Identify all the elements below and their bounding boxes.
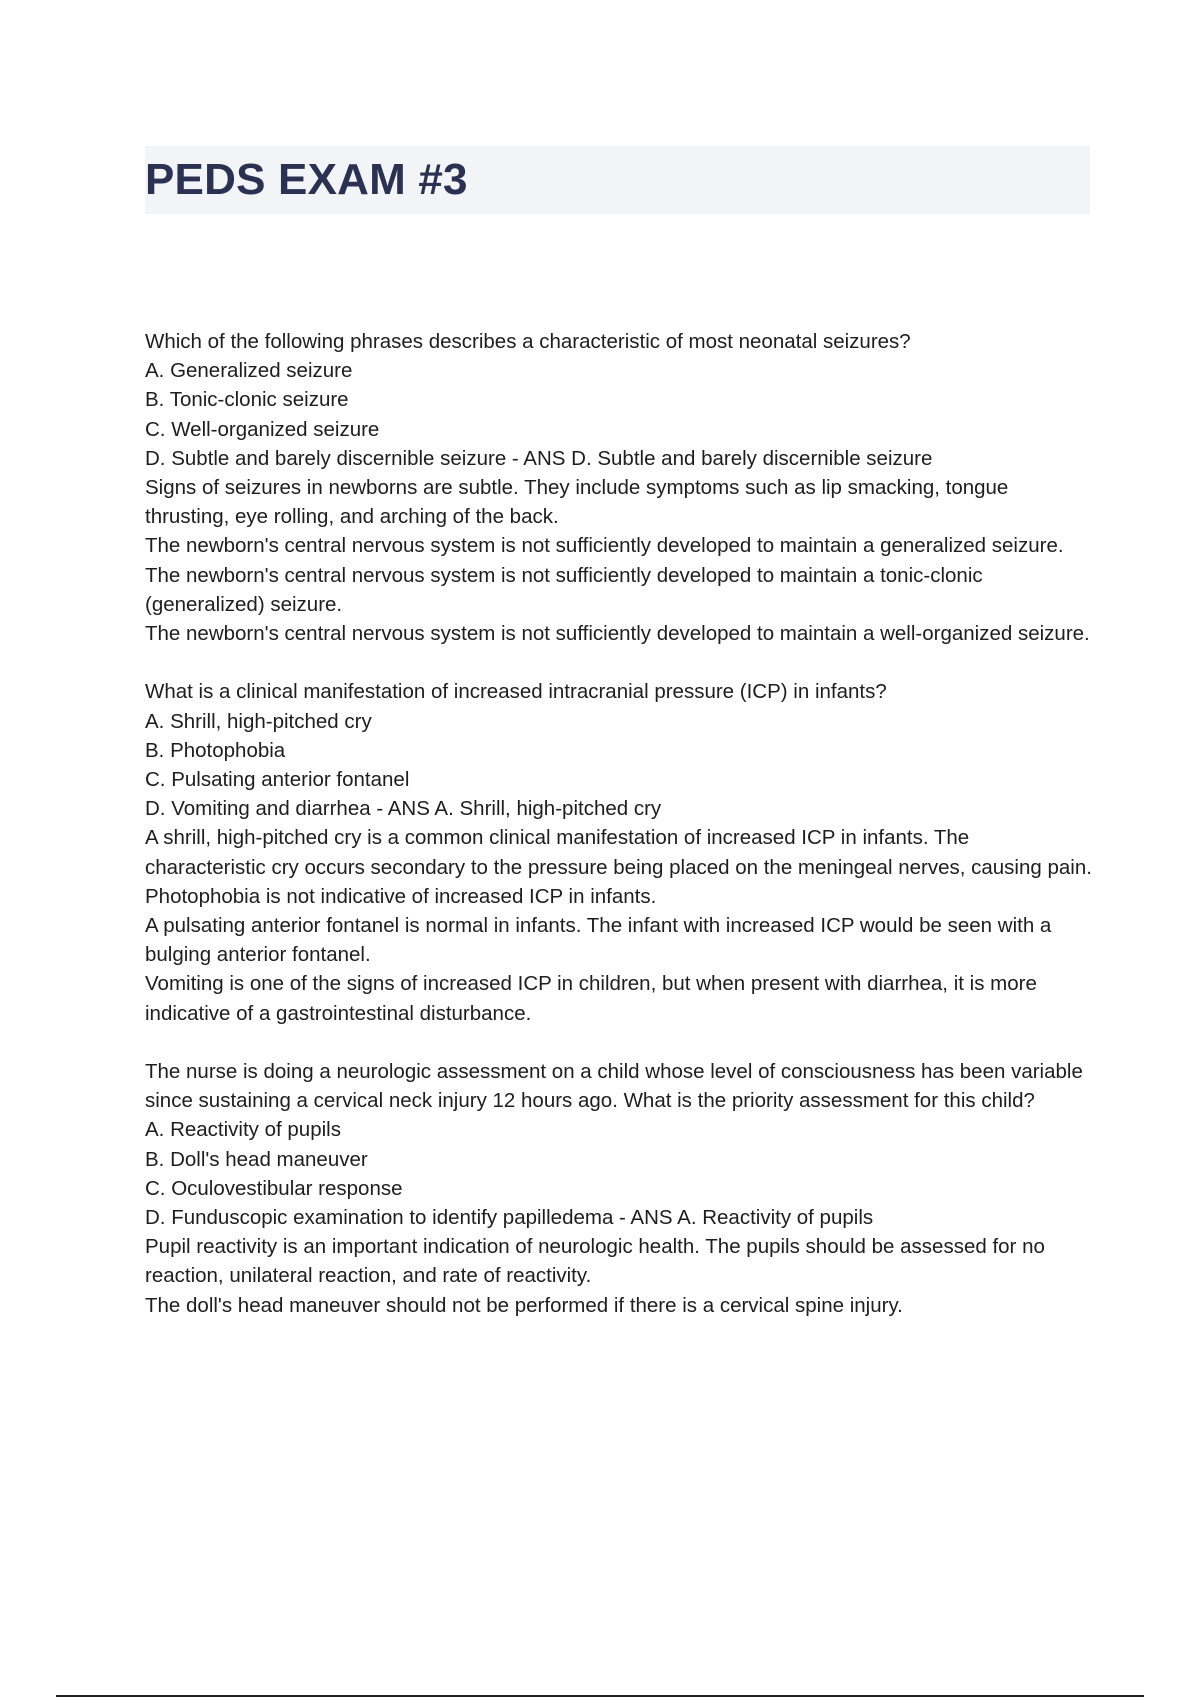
rationale-line: Signs of seizures in newborns are subtle. They include symptoms such as lip smacking, tongue thrusting, eye rolling, and arching of the back. <box>145 476 1009 529</box>
title-band <box>145 146 1090 214</box>
question-block <box>145 677 1095 1027</box>
answer-option: C. Oculovestibular response <box>145 1176 403 1200</box>
question-block <box>145 1057 1095 1320</box>
answer-option: B. Tonic-clonic seizure <box>145 388 349 412</box>
answer-option: A. Reactivity of pupils <box>145 1118 341 1142</box>
rationale-line: Pupil reactivity is an important indication of neurologic health. The pupils should be assessed for no reaction, unilateral reaction, and rate of reactivity. <box>145 1235 1045 1288</box>
answer-option: C. Well-organized seizure <box>145 417 380 441</box>
rationale-line: A pulsating anterior fontanel is normal in infants. The infant with increased ICP would be seen with a bulging anterior fontanel. <box>145 914 1052 967</box>
answer-option-with-key: D. Subtle and barely discernible seizure - ANS D. Subtle and barely discernible seizure <box>145 446 933 470</box>
footer-divider <box>56 1695 1144 1697</box>
question-block <box>145 327 1095 648</box>
question-stem: The nurse is doing a neurologic assessment on a child whose level of consciousness has been variable since sustaining a cervical neck injury 12 hours ago. What is the priority assessment for this child? <box>145 1060 1083 1113</box>
rationale-line: The doll's head maneuver should not be performed if there is a cervical spine injury. <box>145 1293 903 1317</box>
answer-option: B. Photophobia <box>145 738 286 762</box>
answer-option: A. Shrill, high-pitched cry <box>145 709 372 733</box>
rationale-line: Vomiting is one of the signs of increased ICP in children, but when present with diarrhea, it is more indicative of a gastrointestinal disturbance. <box>145 972 1037 1025</box>
question-stem: What is a clinical manifestation of increased intracranial pressure (ICP) in infants? <box>145 680 887 704</box>
rationale-line: The newborn's central nervous system is not sufficiently developed to maintain a tonic-clonic (generalized) seizure. <box>145 563 983 616</box>
rationale-line: The newborn's central nervous system is not sufficiently developed to maintain a well-organized seizure. <box>145 622 1090 646</box>
rationale-line: The newborn's central nervous system is not sufficiently developed to maintain a generalized seizure. <box>145 534 1064 558</box>
answer-option-with-key: D. Vomiting and diarrhea - ANS A. Shrill, high-pitched cry <box>145 797 662 821</box>
questions-content <box>145 327 1095 1349</box>
rationale-line: A shrill, high-pitched cry is a common clinical manifestation of increased ICP in infants. The characteristic cry occurs secondary to the pressure being placed on the meningeal nerves, causing pain. <box>145 826 1092 879</box>
answer-option: B. Doll's head maneuver <box>145 1147 368 1171</box>
rationale-line: Photophobia is not indicative of increased ICP in infants. <box>145 884 657 908</box>
answer-option: C. Pulsating anterior fontanel <box>145 768 410 792</box>
page-title: PEDS EXAM #3 <box>145 155 468 204</box>
answer-option-with-key: D. Funduscopic examination to identify papilledema - ANS A. Reactivity of pupils <box>145 1206 874 1230</box>
question-stem: Which of the following phrases describes a characteristic of most neonatal seizures? <box>145 330 911 353</box>
answer-option: A. Generalized seizure <box>145 359 353 383</box>
